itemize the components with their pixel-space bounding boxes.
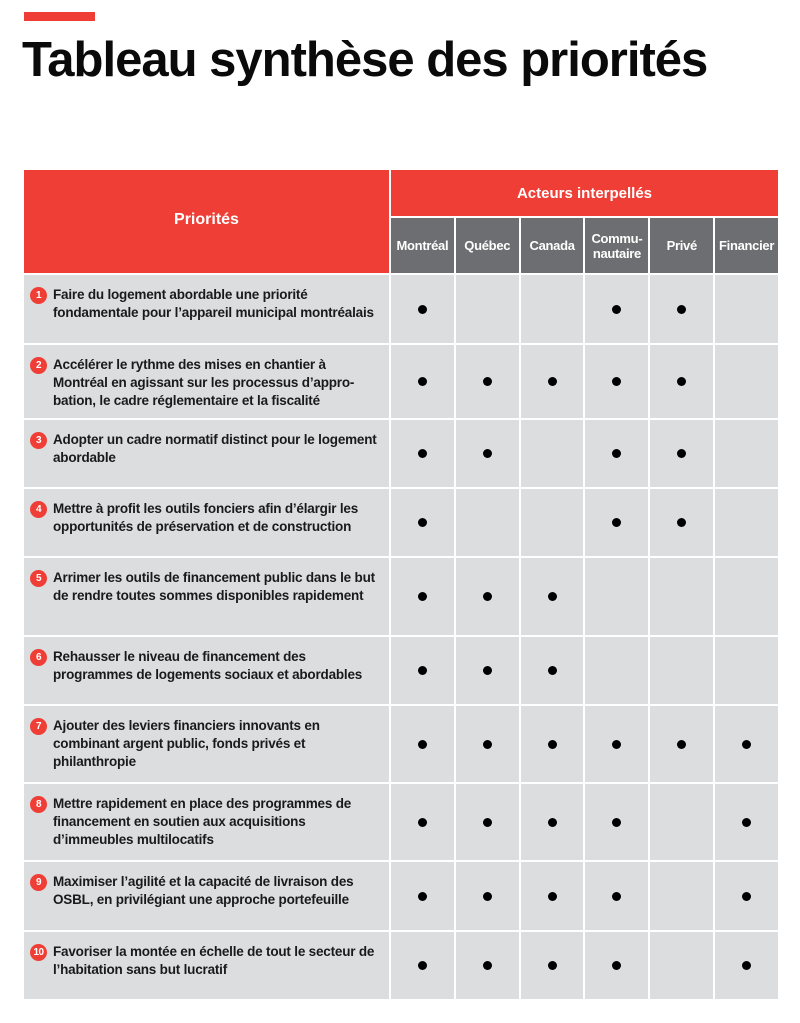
bullet-dot-icon bbox=[548, 740, 557, 749]
bullet-dot-icon bbox=[483, 892, 492, 901]
actor-cell-financier bbox=[715, 420, 778, 487]
bullet-dot-icon bbox=[548, 961, 557, 970]
actor-cell-quebec bbox=[456, 420, 519, 487]
table-row bbox=[24, 345, 778, 418]
actor-cell-montreal bbox=[391, 489, 454, 556]
priority-number-badge: 7 bbox=[30, 718, 47, 735]
actor-cell-montreal bbox=[391, 275, 454, 343]
bullet-dot-icon bbox=[548, 377, 557, 386]
actor-cell-prive bbox=[650, 345, 713, 418]
actor-cell-prive bbox=[650, 784, 713, 860]
priority-text: Maximiser l’agilité et la capacité de livraison des OSBL, en privilégiant une approche portefeuille bbox=[53, 874, 354, 907]
priorities-column-header: Priorités bbox=[24, 170, 389, 273]
bullet-dot-icon bbox=[612, 377, 621, 386]
priorities-table bbox=[24, 170, 778, 1001]
priority-cell bbox=[24, 275, 389, 343]
actor-cell-canada bbox=[521, 862, 584, 930]
actor-cell-communautaire bbox=[585, 784, 648, 860]
bullet-dot-icon bbox=[483, 740, 492, 749]
priority-cell bbox=[24, 784, 389, 860]
bullet-dot-icon bbox=[742, 892, 751, 901]
actor-cell-canada bbox=[521, 637, 584, 704]
table-row bbox=[24, 489, 778, 556]
actor-header-montreal: Montréal bbox=[391, 218, 454, 273]
bullet-dot-icon bbox=[418, 592, 427, 601]
priority-number-badge: 6 bbox=[30, 649, 47, 666]
bullet-dot-icon bbox=[483, 592, 492, 601]
page-title: Tableau synthèse des priorités bbox=[22, 33, 708, 87]
priority-text: Rehausser le niveau de financement des programmes de logements sociaux et abordables bbox=[53, 649, 363, 682]
bullet-dot-icon bbox=[548, 818, 557, 827]
priority-number-badge: 4 bbox=[30, 501, 47, 518]
table-row bbox=[24, 420, 778, 487]
priority-number-badge: 2 bbox=[30, 357, 47, 374]
actor-cell-financier bbox=[715, 489, 778, 556]
bullet-dot-icon bbox=[418, 518, 427, 527]
bullet-dot-icon bbox=[483, 818, 492, 827]
bullet-dot-icon bbox=[742, 961, 751, 970]
actor-cell-montreal bbox=[391, 784, 454, 860]
actor-cell-financier bbox=[715, 558, 778, 635]
actor-cell-prive bbox=[650, 862, 713, 930]
bullet-dot-icon bbox=[612, 961, 621, 970]
bullet-dot-icon bbox=[418, 961, 427, 970]
actor-header-prive: Privé bbox=[650, 218, 713, 273]
bullet-dot-icon bbox=[677, 518, 686, 527]
actor-cell-financier bbox=[715, 345, 778, 418]
priority-cell bbox=[24, 489, 389, 556]
bullet-dot-icon bbox=[483, 377, 492, 386]
actor-cell-quebec bbox=[456, 275, 519, 343]
bullet-dot-icon bbox=[612, 818, 621, 827]
actor-cell-canada bbox=[521, 706, 584, 782]
actor-cell-quebec bbox=[456, 558, 519, 635]
actor-cell-prive bbox=[650, 706, 713, 782]
bullet-dot-icon bbox=[612, 305, 621, 314]
actor-cell-quebec bbox=[456, 345, 519, 418]
table-row bbox=[24, 862, 778, 930]
priority-cell bbox=[24, 558, 389, 635]
actor-cell-canada bbox=[521, 345, 584, 418]
accent-bar bbox=[24, 12, 95, 21]
bullet-dot-icon bbox=[612, 740, 621, 749]
actor-column-headers bbox=[391, 218, 778, 273]
actor-cell-canada bbox=[521, 784, 584, 860]
actor-header-canada: Canada bbox=[521, 218, 584, 273]
actor-cell-canada bbox=[521, 932, 584, 999]
bullet-dot-icon bbox=[418, 818, 427, 827]
bullet-dot-icon bbox=[742, 818, 751, 827]
table-row bbox=[24, 784, 778, 860]
bullet-dot-icon bbox=[483, 666, 492, 675]
bullet-dot-icon bbox=[612, 892, 621, 901]
bullet-dot-icon bbox=[418, 377, 427, 386]
priority-cell bbox=[24, 932, 389, 999]
priority-text: Accélérer le rythme des mises en chantier à Montréal en agissant sur les processus d’appro-bation, le cadre réglementaire et la fiscalité bbox=[53, 357, 355, 408]
actor-cell-financier bbox=[715, 637, 778, 704]
actor-cell-montreal bbox=[391, 558, 454, 635]
priority-text: Adopter un cadre normatif distinct pour le logement abordable bbox=[53, 432, 377, 465]
actor-cell-financier bbox=[715, 862, 778, 930]
bullet-dot-icon bbox=[418, 892, 427, 901]
bullet-dot-icon bbox=[418, 666, 427, 675]
bullet-dot-icon bbox=[677, 305, 686, 314]
actor-cell-canada bbox=[521, 558, 584, 635]
actor-cell-communautaire bbox=[585, 275, 648, 343]
actor-cell-communautaire bbox=[585, 345, 648, 418]
actor-cell-quebec bbox=[456, 706, 519, 782]
actor-cell-prive bbox=[650, 558, 713, 635]
actor-cell-financier bbox=[715, 275, 778, 343]
actor-cell-prive bbox=[650, 489, 713, 556]
table-body bbox=[24, 275, 778, 999]
table-row bbox=[24, 637, 778, 704]
priority-text: Faire du logement abordable une priorité fondamentale pour l’appareil municipal montréalais bbox=[53, 287, 374, 320]
actor-cell-quebec bbox=[456, 932, 519, 999]
actor-cell-canada bbox=[521, 275, 584, 343]
actor-cell-montreal bbox=[391, 862, 454, 930]
actor-cell-communautaire bbox=[585, 637, 648, 704]
actor-cell-communautaire bbox=[585, 862, 648, 930]
priority-text: Mettre rapidement en place des programmes de financement en soutien aux acquisitions d’immeubles multilocatifs bbox=[53, 796, 352, 847]
priority-number-badge: 1 bbox=[30, 287, 47, 304]
actor-cell-communautaire bbox=[585, 489, 648, 556]
actor-cell-communautaire bbox=[585, 706, 648, 782]
actors-header-group bbox=[391, 170, 778, 273]
bullet-dot-icon bbox=[418, 740, 427, 749]
actor-cell-prive bbox=[650, 420, 713, 487]
priority-number-badge: 5 bbox=[30, 570, 47, 587]
actor-cell-canada bbox=[521, 489, 584, 556]
priority-cell bbox=[24, 345, 389, 418]
bullet-dot-icon bbox=[677, 449, 686, 458]
priority-number-badge: 3 bbox=[30, 432, 47, 449]
priority-text: Arrimer les outils de financement public dans le but de rendre toutes sommes disponibles rapidement bbox=[53, 570, 375, 603]
bullet-dot-icon bbox=[612, 518, 621, 527]
bullet-dot-icon bbox=[483, 449, 492, 458]
actor-cell-quebec bbox=[456, 784, 519, 860]
bullet-dot-icon bbox=[612, 449, 621, 458]
actors-group-title: Acteurs interpellés bbox=[391, 170, 778, 216]
priority-number-badge: 8 bbox=[30, 796, 47, 813]
priority-text: Ajouter des leviers financiers innovants en combinant argent public, fonds privés et philanthropie bbox=[53, 718, 320, 769]
priority-number-badge: 9 bbox=[30, 874, 47, 891]
priority-text: Favoriser la montée en échelle de tout le secteur de l’habitation sans but lucratif bbox=[53, 944, 375, 977]
actor-cell-montreal bbox=[391, 932, 454, 999]
bullet-dot-icon bbox=[418, 305, 427, 314]
priority-cell bbox=[24, 706, 389, 782]
actor-cell-financier bbox=[715, 706, 778, 782]
priority-number-badge: 10 bbox=[30, 944, 47, 961]
actor-cell-communautaire bbox=[585, 558, 648, 635]
actor-cell-financier bbox=[715, 784, 778, 860]
actor-cell-quebec bbox=[456, 637, 519, 704]
bullet-dot-icon bbox=[483, 961, 492, 970]
bullet-dot-icon bbox=[677, 377, 686, 386]
bullet-dot-icon bbox=[677, 740, 686, 749]
table-header bbox=[24, 170, 778, 273]
actor-cell-canada bbox=[521, 420, 584, 487]
actor-header-quebec: Québec bbox=[456, 218, 519, 273]
table-row bbox=[24, 706, 778, 782]
actor-cell-quebec bbox=[456, 489, 519, 556]
priority-cell bbox=[24, 862, 389, 930]
bullet-dot-icon bbox=[742, 740, 751, 749]
table-row bbox=[24, 558, 778, 635]
actor-cell-prive bbox=[650, 275, 713, 343]
priority-cell bbox=[24, 420, 389, 487]
priority-text: Mettre à profit les outils fonciers afin d’élargir les opportunités de préservation et de construction bbox=[53, 501, 359, 534]
actor-cell-montreal bbox=[391, 345, 454, 418]
priority-cell bbox=[24, 637, 389, 704]
actor-cell-communautaire bbox=[585, 932, 648, 999]
actor-cell-quebec bbox=[456, 862, 519, 930]
actor-cell-montreal bbox=[391, 637, 454, 704]
actor-cell-prive bbox=[650, 637, 713, 704]
bullet-dot-icon bbox=[548, 666, 557, 675]
actor-header-communautaire: Commu- nautaire bbox=[585, 218, 648, 273]
actor-cell-communautaire bbox=[585, 420, 648, 487]
table-row bbox=[24, 275, 778, 343]
actor-cell-montreal bbox=[391, 706, 454, 782]
actor-header-financier: Financier bbox=[715, 218, 778, 273]
actor-cell-prive bbox=[650, 932, 713, 999]
actor-cell-financier bbox=[715, 932, 778, 999]
table-row bbox=[24, 932, 778, 999]
bullet-dot-icon bbox=[418, 449, 427, 458]
bullet-dot-icon bbox=[548, 592, 557, 601]
actor-cell-montreal bbox=[391, 420, 454, 487]
bullet-dot-icon bbox=[548, 892, 557, 901]
